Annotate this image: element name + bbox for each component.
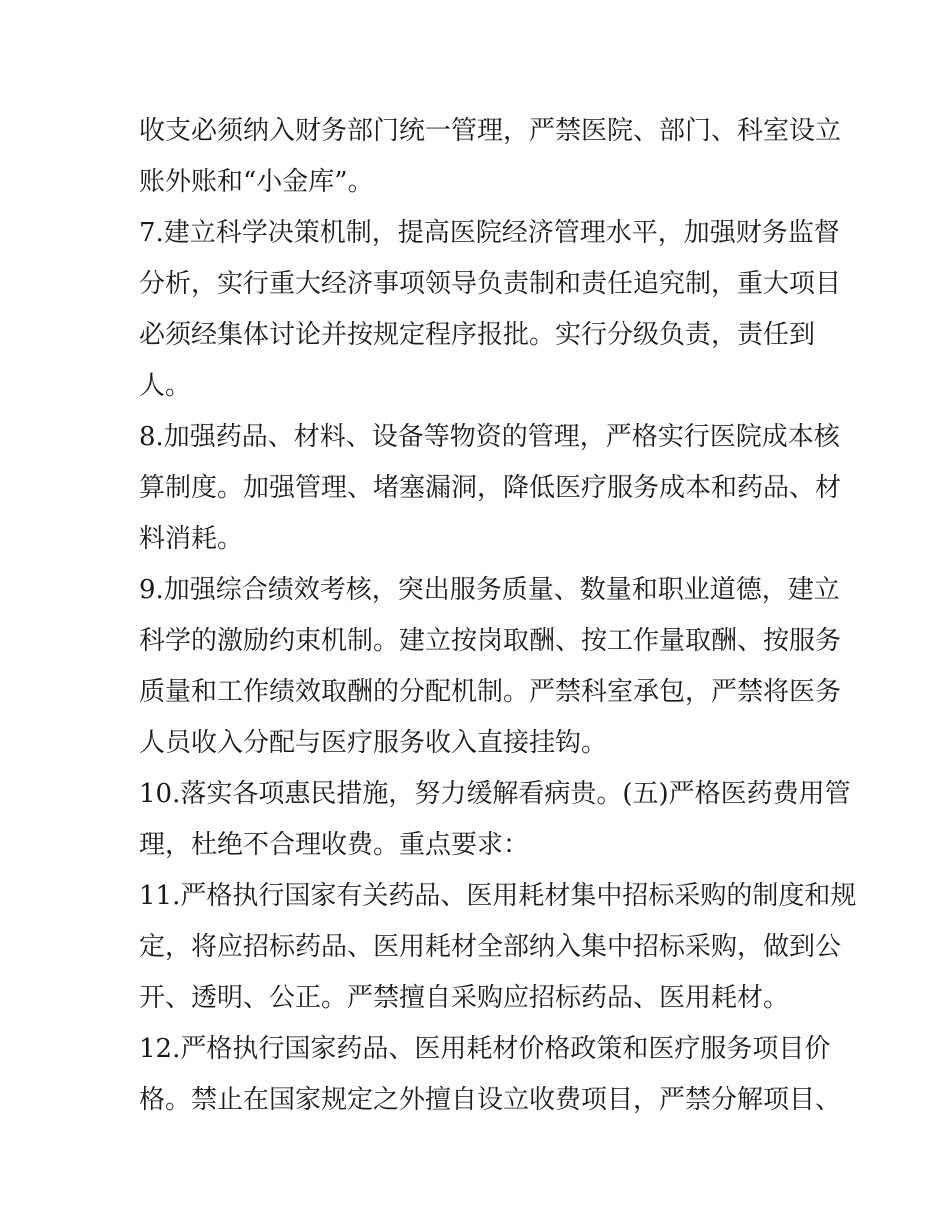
text-line: 料消耗。: [139, 524, 244, 554]
text-line: 收支必须纳入财务部门统一管理，严禁医院、部门、科室设立: [139, 116, 842, 146]
text-line: 账外账和“小金库”。: [139, 167, 374, 197]
text-line: 定，将应招标药品、医用耗材全部纳入集中招标采购，做到公: [139, 932, 842, 962]
text-line: 9.加强综合绩效考核，突出服务质量、数量和职业道德，建立: [139, 575, 840, 605]
text-line: 人。: [139, 371, 192, 401]
text-line: 11.严格执行国家有关药品、医用耗材集中招标采购的制度和规: [139, 881, 857, 911]
text-line: 10.落实各项惠民措施，努力缓解看病贵。(五)严格医药费用管: [139, 779, 851, 809]
text-line: 7.建立科学决策机制，提高医院经济管理水平，加强财务监督: [139, 218, 840, 248]
text-line: 人员收入分配与医疗服务收入直接挂钩。: [139, 728, 608, 758]
text-line: 理，杜绝不合理收费。重点要求：: [139, 830, 530, 860]
text-line: 科学的激励约束机制。建立按岗取酬、按工作量取酬、按服务: [139, 626, 842, 656]
text-line: 必须经集体讨论并按规定程序报批。实行分级负责，责任到: [139, 320, 816, 350]
text-line: 算制度。加强管理、堵塞漏洞，降低医疗服务成本和药品、材: [139, 473, 842, 503]
document-body: [139, 106, 857, 1126]
text-line: 格。禁止在国家规定之外擅自设立收费项目，严禁分解项目、: [139, 1085, 842, 1115]
text-line: 12.严格执行国家药品、医用耗材价格政策和医疗服务项目价: [139, 1034, 831, 1064]
text-line: 分析，实行重大经济事项领导负责制和责任追究制，重大项目: [139, 269, 842, 299]
text-line: 8.加强药品、材料、设备等物资的管理，严格实行医院成本核: [139, 422, 840, 452]
text-line: 开、透明、公正。严禁擅自采购应招标药品、医用耗材。: [139, 983, 790, 1013]
text-line: 质量和工作绩效取酬的分配机制。严禁科室承包，严禁将医务: [139, 677, 842, 707]
